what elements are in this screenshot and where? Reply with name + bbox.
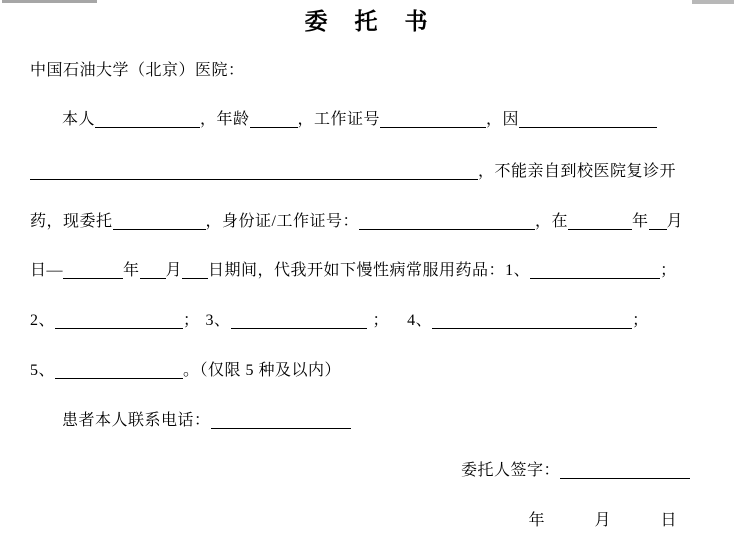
label-date: 年 月 日 [528,512,677,529]
agent-line [30,214,724,230]
screenshot-artifact-top-right [692,0,734,4]
medicine-line-234 [30,313,724,329]
salutation-text: 中国石油大学（北京）医院： [30,62,245,79]
reason-blank[interactable] [519,127,657,128]
label-item5: 5、 [30,362,56,379]
label-start-year: 年 [631,213,649,230]
label-semi1: ； [660,262,677,279]
label-agent-id: ，身份证/工作证号： [205,213,359,230]
label-period: 日期间，代我开如下慢性病常服用药品： [208,262,506,279]
label-item4: 4、 [407,312,433,329]
medicine2-blank[interactable] [55,328,183,329]
phone-blank[interactable] [211,428,351,429]
label-limit-note: 。（仅限 5 种及以内） [183,362,342,379]
label-phone: 患者本人联系电话： [62,412,211,429]
principal-line [30,112,724,128]
document-title: 委 托 书 [304,9,430,34]
medicine4-blank[interactable] [432,328,632,329]
label-end-month: 月 [165,262,183,279]
medicine1-blank[interactable] [530,278,660,279]
date-line [30,513,677,529]
label-cannot-visit: ，不能亲自到校医院复诊开 [478,163,677,180]
reason-continue-line [30,164,724,180]
label-start-month: 月 [666,213,684,230]
age-blank[interactable] [250,127,298,128]
salutation-line [30,63,724,79]
label-start-day-dash: 日— [30,262,64,279]
label-signature: 委托人签字： [460,462,560,479]
start-month-blank[interactable] [649,229,667,230]
label-age: ，年龄 [200,111,250,128]
end-year-blank[interactable] [63,278,123,279]
label-work-id: ，工作证号 [297,111,381,128]
medicine3-blank[interactable] [231,328,367,329]
label-principal: 本人 [62,111,96,128]
medicine5-blank[interactable] [55,378,183,379]
label-because: ，因 [486,111,520,128]
end-day-blank[interactable] [182,278,208,279]
label-item3: 3、 [205,312,231,329]
principal-name-blank[interactable] [95,127,200,128]
work-id-blank[interactable] [380,127,486,128]
label-semi4: ； [632,312,649,329]
reason-blank-2[interactable] [30,179,478,180]
agent-name-blank[interactable] [113,229,206,230]
start-year-blank[interactable] [568,229,632,230]
label-item1: 1、 [505,262,531,279]
label-entrust: 药，现委托 [30,213,113,230]
agent-id-blank[interactable] [359,229,535,230]
label-item2: 2、 [30,312,56,329]
label-semi3: ； [372,312,390,329]
label-from: ，在 [534,213,568,230]
label-semi2: ； [183,312,200,329]
signature-line [30,463,690,479]
label-end-year: 年 [123,262,140,279]
signature-blank[interactable] [560,478,690,479]
medicine-line-5 [30,363,724,379]
end-month-blank[interactable] [140,278,166,279]
screenshot-artifact-top-left [2,0,97,3]
period-line [30,263,724,279]
phone-line [30,413,724,429]
